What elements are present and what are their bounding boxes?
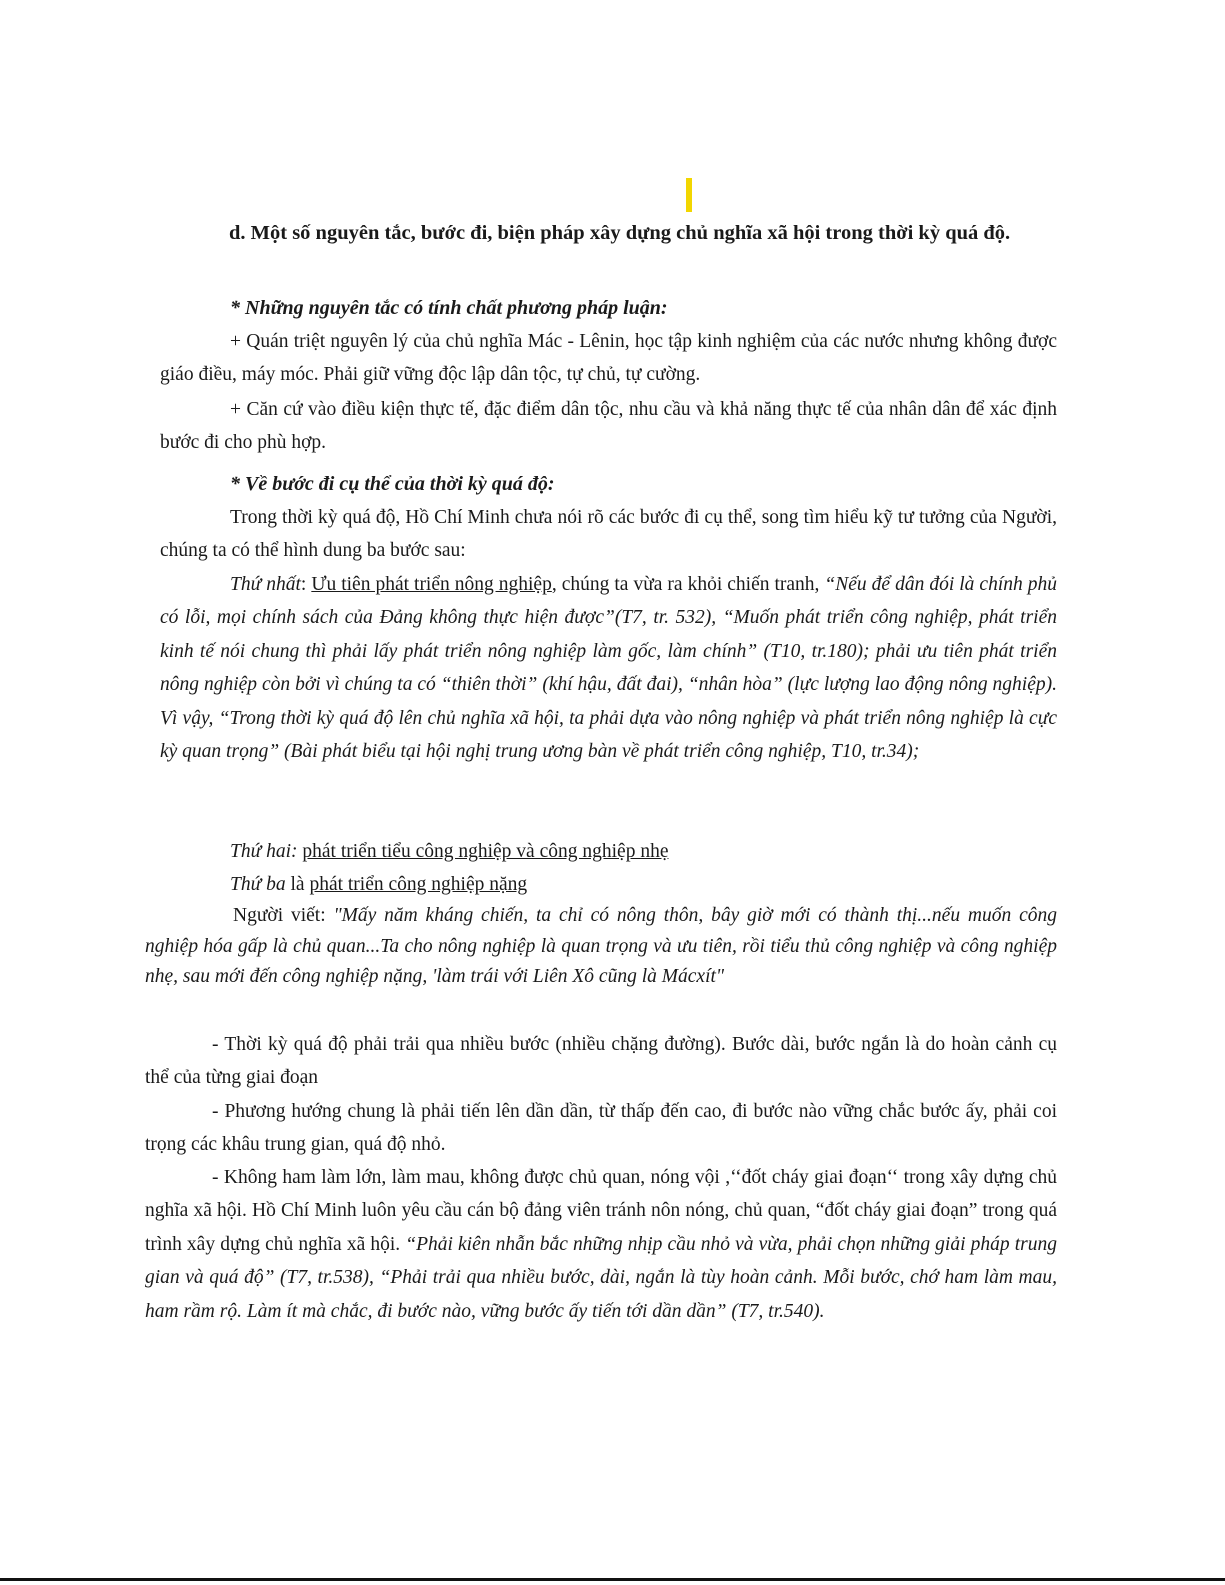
- step-first: [160, 568, 1057, 768]
- text-cursor-highlight: [686, 178, 692, 212]
- step-second: [160, 835, 1057, 868]
- step-first-plain: , chúng ta vừa ra khỏi chiến tranh,: [551, 574, 825, 595]
- quote-lead: Người viết:: [233, 905, 334, 926]
- section-title: d. Một số nguyên tắc, bước đi, biện pháp xây dựng chủ nghĩa xã hội trong thời kỳ quá độ.: [229, 222, 1011, 244]
- step-first-label: Thứ nhất: [230, 574, 301, 595]
- step-first-quote: “Nếu để dân đói là chính phủ có lỗi, mọi chính sách của Đảng không thực hiện được”(T7, tr. 532), “Muốn phát triển công nghiệp, phát triển kinh tế nói chung thì phải lấy phát triển nông nghiệp làm gốc, làm chính” (T10, tr.180); phải ưu tiên phát triển nông nghiệp còn bởi vì chúng ta có “thiên thời” (khí hậu, đất đai), “nhân hòa” (lực lượng lao động nông nghiệp). Vì vậy, “Trong thời kỳ quá độ lên chủ nghĩa xã hội, ta phải dựa vào nông nghiệp và phát triển nông nghiệp là cực kỳ quan trọng” (Bài phát biểu tại hội nghị trung ương bàn về phát triển công nghiệp, T10, tr.34);: [160, 574, 1058, 763]
- bullet-3: [145, 1161, 1057, 1328]
- bullet-1: - Thời kỳ quá độ phải trải qua nhiều bước (nhiều chặng đường). Bước dài, bước ngắn là do hoàn cảnh cụ thể của từng giai đoạn: [145, 1034, 1057, 1089]
- step-first-sep: :: [300, 574, 312, 595]
- step-second-topic: phát triển tiểu công nghiệp và công nghiệp nhẹ: [302, 841, 669, 862]
- steps-intro: Trong thời kỳ quá độ, Hồ Chí Minh chưa nói rõ các bước đi cụ thể, song tìm hiểu kỹ tư tưởng của Người, chúng ta có thể hình dung ba bước sau:: [160, 507, 1057, 562]
- quote-text: "Mấy năm kháng chiến, ta chỉ có nông thôn, bây giờ mới có thành thị...nếu muốn công nghiệp hóa gấp là chủ quan...Ta cho nông nghiệp là quan trọng và ưu tiên, rồi tiểu thủ công nghiệp và công nghiệp nhẹ, sau mới đến công nghiệp nặng, 'làm trái với Liên Xô cũng là Mácxít": [145, 905, 1057, 987]
- step-third: [160, 868, 1057, 901]
- principle-item-1: + Quán triệt nguyên lý của chủ nghĩa Mác - Lênin, học tập kinh nghiệm của các nước nhưng không được giáo điều, máy móc. Phải giữ vững độc lập dân tộc, tự chủ, tự cường.: [160, 331, 1057, 386]
- step-third-label: Thứ ba: [230, 874, 286, 895]
- step-second-label: Thứ hai:: [230, 841, 298, 862]
- principle-item-2: + Căn cứ vào điều kiện thực tế, đặc điểm dân tộc, nhu cầu và khả năng thực tế của nhân dân để xác định bước đi cho phù hợp.: [160, 399, 1057, 454]
- step-third-sep: là: [285, 874, 310, 895]
- step-first-topic: Ưu tiên phát triển nông nghiệp: [311, 574, 552, 595]
- bullet-2: - Phương hướng chung là phải tiến lên dần dần, từ thấp đến cao, đi bước nào vững chắc bước ấy, phải coi trọng các khâu trung gian, quá độ nhỏ.: [145, 1101, 1057, 1156]
- quote-block: [145, 901, 1057, 993]
- bullet-3-text: - Không ham làm lớn, làm mau, không được chủ quan, nóng vội ,‘‘đốt cháy giai đoạn‘‘ trong xây dựng chủ nghĩa xã hội. Hồ Chí Minh luôn yêu cầu cán bộ đảng viên tránh nôn nóng, chủ quan, “đốt cháy giai đoạn” trong quá trình xây dựng chủ nghĩa xã hội.: [145, 1167, 1057, 1255]
- steps-heading: * Về bước đi cụ thể của thời kỳ quá độ:: [230, 473, 555, 495]
- bullet-3-quote: “Phải kiên nhẫn bắc những nhịp cầu nhỏ và vừa, phải chọn những giải pháp trung gian và quá độ” (T7, tr.538), “Phải trải qua nhiều bước, dài, ngắn là tùy hoàn cảnh. Mỗi bước, chớ ham làm mau, ham rầm rộ. Làm ít mà chắc, đi bước nào, vững bước ấy tiến tới dần dần” (T7, tr.540).: [145, 1233, 1057, 1322]
- page-bottom-rule: [0, 1578, 1225, 1581]
- step-third-topic: phát triển công nghiệp nặng: [309, 874, 528, 895]
- principles-heading: * Những nguyên tắc có tính chất phương pháp luận:: [230, 297, 668, 319]
